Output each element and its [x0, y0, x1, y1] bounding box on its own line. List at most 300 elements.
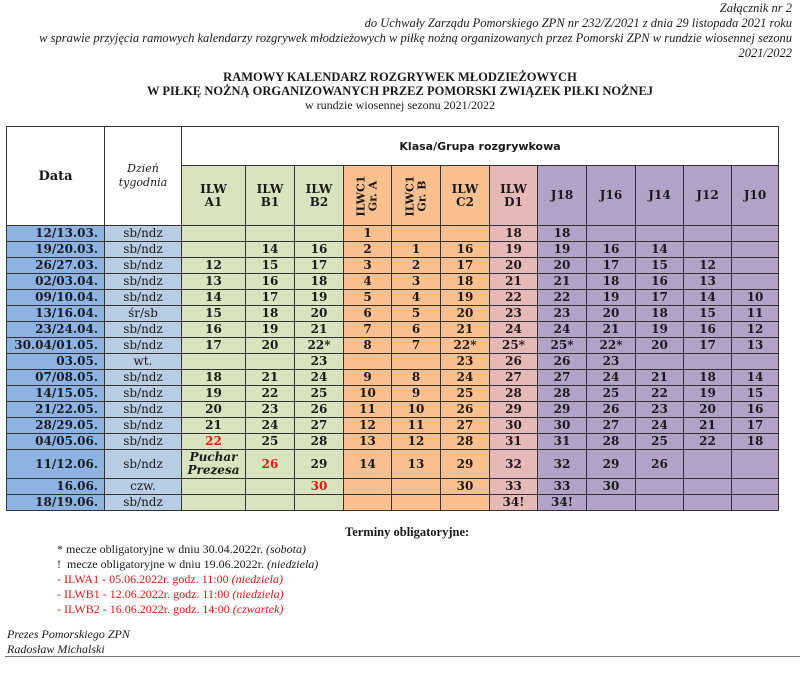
note-day: (niedziela) [266, 557, 319, 571]
weekday-cell: śr/sb [105, 306, 182, 322]
round-cell: 12 [684, 258, 732, 274]
round-cell: 21 [295, 322, 344, 338]
round-cell [732, 354, 779, 370]
column-header-weekday [105, 127, 182, 226]
round-cell: 2 [344, 242, 392, 258]
date-cell: 28/29.05. [7, 418, 105, 434]
table-row [7, 479, 779, 495]
round-cell: 19 [538, 242, 587, 258]
round-cell: 24 [246, 418, 295, 434]
column-sublabel: B1 [260, 194, 280, 209]
round-cell: 22* [441, 338, 490, 354]
date-cell: 03.05. [7, 354, 105, 370]
round-cell: 16 [587, 242, 636, 258]
round-cell: 8 [344, 338, 392, 354]
round-cell [344, 495, 392, 511]
column-header-ilwd1 [490, 166, 538, 226]
round-cell: 23 [538, 306, 587, 322]
round-cell: 13 [344, 434, 392, 450]
calendar-body [7, 226, 779, 511]
round-cell: 19 [636, 322, 684, 338]
date-cell: 07/08.05. [7, 370, 105, 386]
round-cell: 22 [490, 290, 538, 306]
round-cell: 18 [636, 306, 684, 322]
round-cell: 17 [732, 418, 779, 434]
mandatory-date-item [57, 557, 318, 572]
round-cell: 21 [684, 418, 732, 434]
column-header-ilwc2 [441, 166, 490, 226]
mandatory-dates-title: Terminy obligatoryjne: [345, 525, 470, 539]
round-cell: 16 [246, 274, 295, 290]
round-cell: 22 [684, 434, 732, 450]
round-cell: 28 [490, 386, 538, 402]
round-cell: 5 [344, 290, 392, 306]
round-cell [684, 242, 732, 258]
round-cell: 25 [295, 386, 344, 402]
round-cell: 19 [246, 322, 295, 338]
signature [7, 627, 130, 657]
table-row [7, 338, 779, 354]
weekday-header-line-2: tygodnia [118, 176, 168, 189]
round-cell: 20 [538, 258, 587, 274]
table-row [7, 450, 779, 479]
round-cell: 24 [538, 322, 587, 338]
table-row [7, 495, 779, 511]
round-cell: 27 [490, 370, 538, 386]
round-cell: 10 [392, 402, 441, 418]
round-cell: 8 [392, 370, 441, 386]
round-cell: 18 [684, 370, 732, 386]
column-label: ILW [256, 181, 284, 196]
weekday-cell: sb/ndz [105, 434, 182, 450]
round-cell: 18 [182, 370, 246, 386]
round-cell: 20 [441, 306, 490, 322]
round-cell: 18 [587, 274, 636, 290]
round-cell: 5 [392, 306, 441, 322]
round-cell: 21 [182, 418, 246, 434]
column-header-ilwb2 [295, 166, 344, 226]
column-label: ILW [305, 181, 333, 196]
date-cell: 26/27.03. [7, 258, 105, 274]
round-cell: 20 [636, 338, 684, 354]
note-text: - ILWB1 - 12.06.2022r. godz. 11:00 [57, 587, 233, 601]
round-cell: 22* [295, 338, 344, 354]
round-cell: 19 [684, 386, 732, 402]
resolution-subject: w sprawie przyjęcia ramowych kalendarzy rozgrywek młodzieżowych w piłkę nożną organizowanych przez Pomorski ZPN w rundzie wiosennej sezonu [39, 31, 792, 45]
round-cell: 26 [636, 450, 684, 479]
round-cell [636, 479, 684, 495]
round-cell: 16 [441, 242, 490, 258]
round-cell: 20 [587, 306, 636, 322]
round-cell: 3 [344, 258, 392, 274]
round-cell: 22 [636, 386, 684, 402]
table-row [7, 386, 779, 402]
weekday-cell: sb/ndz [105, 338, 182, 354]
resolution-reference: do Uchwały Zarządu Pomorskiego ZPN nr 232/Z/2021 z dnia 29 listopada 2021 roku [364, 16, 792, 30]
column-label: J18 [550, 188, 574, 202]
round-cell [636, 354, 684, 370]
column-header-ilwb1 [246, 166, 295, 226]
weekday-cell: sb/ndz [105, 386, 182, 402]
column-label: ILW [451, 181, 479, 196]
round-cell: 32 [490, 450, 538, 479]
round-cell: 17 [182, 338, 246, 354]
calendar-table [6, 126, 779, 511]
mandatory-dates-list [57, 542, 318, 617]
round-cell: 31 [490, 434, 538, 450]
round-cell: Puchar Prezesa [182, 450, 246, 479]
round-cell: 25 [587, 386, 636, 402]
note-day: (sobota) [265, 542, 306, 556]
round-cell: 12 [732, 322, 779, 338]
column-label: J16 [599, 188, 623, 202]
round-cell: 11 [344, 402, 392, 418]
round-cell [392, 354, 441, 370]
weekday-cell: sb/ndz [105, 258, 182, 274]
round-cell: 30 [295, 479, 344, 495]
round-cell [182, 479, 246, 495]
round-cell: 16 [295, 242, 344, 258]
round-cell: 28 [538, 386, 587, 402]
round-cell: 27 [295, 418, 344, 434]
round-cell: 11 [732, 306, 779, 322]
round-cell: 12 [392, 434, 441, 450]
round-cell [182, 495, 246, 511]
round-cell: 22* [587, 338, 636, 354]
round-cell: 17 [636, 290, 684, 306]
mandatory-date-item [57, 572, 318, 587]
signature-name: Radosław Michalski [7, 642, 105, 656]
round-cell [732, 242, 779, 258]
round-cell [636, 226, 684, 242]
round-cell: 23 [246, 402, 295, 418]
round-cell: 21 [587, 322, 636, 338]
weekday-cell: sb/ndz [105, 274, 182, 290]
round-cell [732, 450, 779, 479]
round-cell: 23 [441, 354, 490, 370]
round-cell: 17 [441, 258, 490, 274]
round-cell: 28 [587, 434, 636, 450]
round-cell: 7 [392, 338, 441, 354]
bottom-divider [5, 656, 800, 657]
round-cell: 24 [636, 418, 684, 434]
round-cell: 14 [684, 290, 732, 306]
round-cell [392, 226, 441, 242]
title-line-2: W PIŁKĘ NOŻNĄ ORGANIZOWANYCH PRZEZ POMORSKI ZWIĄZEK PIŁKI NOŻNEJ [146, 84, 654, 98]
table-row [7, 402, 779, 418]
weekday-cell: sb/ndz [105, 370, 182, 386]
round-cell: 16 [636, 274, 684, 290]
attachment-number: Załącznik nr 2 [719, 1, 792, 15]
round-cell: 27 [538, 370, 587, 386]
round-cell [246, 495, 295, 511]
round-cell [636, 495, 684, 511]
round-cell: 15 [732, 386, 779, 402]
round-cell: 15 [636, 258, 684, 274]
round-cell: 24 [441, 370, 490, 386]
weekday-cell: sb/ndz [105, 402, 182, 418]
round-cell: 23 [295, 354, 344, 370]
round-cell [684, 354, 732, 370]
round-cell: 23 [490, 306, 538, 322]
table-row [7, 290, 779, 306]
column-label: ILW [500, 181, 527, 196]
note-text: ! mecze obligatoryjne w dniu 19.06.2022r. [57, 557, 267, 571]
round-cell: 25* [490, 338, 538, 354]
date-cell: 30.04/01.05. [7, 338, 105, 354]
round-cell [732, 479, 779, 495]
round-cell: 6 [344, 306, 392, 322]
round-cell: 13 [732, 338, 779, 354]
round-cell: 29 [538, 402, 587, 418]
table-row [7, 258, 779, 274]
round-cell: 17 [587, 258, 636, 274]
signature-title: Prezes Pomorskiego ZPN [7, 627, 130, 641]
round-cell [732, 495, 779, 511]
round-cell: 17 [246, 290, 295, 306]
weekday-cell: czw. [105, 479, 182, 495]
round-cell: 1 [344, 226, 392, 242]
round-cell: 7 [344, 322, 392, 338]
note-text: - ILWB2 - 16.06.2022r. godz. 14:00 [57, 602, 233, 616]
round-cell [587, 226, 636, 242]
round-cell [732, 226, 779, 242]
date-cell: 19/20.03. [7, 242, 105, 258]
round-cell: 18 [246, 306, 295, 322]
table-row [7, 306, 779, 322]
table-row [7, 418, 779, 434]
round-cell: 14 [182, 290, 246, 306]
round-cell [732, 274, 779, 290]
round-cell: 31 [538, 434, 587, 450]
title-line-1: RAMOWY KALENDARZ ROZGRYWEK MŁODZIEŻOWYCH [223, 70, 577, 84]
round-cell: 21 [441, 322, 490, 338]
round-cell: 25* [538, 338, 587, 354]
table-row [7, 242, 779, 258]
weekday-cell: sb/ndz [105, 418, 182, 434]
round-cell: 18 [441, 274, 490, 290]
column-sublabel: B2 [309, 194, 329, 209]
round-cell: 10 [732, 290, 779, 306]
round-cell: 22 [538, 290, 587, 306]
round-cell [441, 226, 490, 242]
date-cell: 14/15.05. [7, 386, 105, 402]
round-cell [182, 226, 246, 242]
weekday-cell: sb/ndz [105, 226, 182, 242]
round-cell: 16 [684, 322, 732, 338]
round-cell [246, 354, 295, 370]
mandatory-date-item [57, 602, 318, 617]
round-cell: 4 [392, 290, 441, 306]
round-cell [182, 242, 246, 258]
table-row [7, 226, 779, 242]
round-cell: 14 [636, 242, 684, 258]
round-cell: 30 [490, 418, 538, 434]
round-cell: 21 [490, 274, 538, 290]
weekday-cell: sb/ndz [105, 450, 182, 479]
round-cell [182, 354, 246, 370]
round-cell: 27 [441, 418, 490, 434]
round-cell: 14 [344, 450, 392, 479]
round-cell: 33 [490, 479, 538, 495]
round-cell: 3 [392, 274, 441, 290]
date-cell: 02/03.04. [7, 274, 105, 290]
weekday-cell: sb/ndz [105, 322, 182, 338]
column-header-j16 [587, 166, 636, 226]
date-cell: 18/19.06. [7, 495, 105, 511]
column-label: ILWC1 [403, 175, 416, 216]
mandatory-date-item [57, 542, 318, 557]
round-cell: 21 [636, 370, 684, 386]
weekday-cell: sb/ndz [105, 495, 182, 511]
round-cell: 29 [587, 450, 636, 479]
round-cell: 29 [441, 450, 490, 479]
round-cell: 14 [246, 242, 295, 258]
column-sublabel: Gr. A [366, 180, 380, 211]
round-cell: 23 [636, 402, 684, 418]
round-cell: 14 [732, 370, 779, 386]
column-header-j14 [636, 166, 684, 226]
round-cell [295, 226, 344, 242]
round-cell: 30 [587, 479, 636, 495]
round-cell: 19 [182, 386, 246, 402]
round-cell: 19 [441, 290, 490, 306]
note-text: - ILWA1 - 05.06.2022r. godz. 11:00 [57, 572, 232, 586]
date-cell: 23/24.04. [7, 322, 105, 338]
round-cell: 28 [295, 434, 344, 450]
column-sublabel: Gr. B [415, 179, 428, 212]
round-cell: 15 [246, 258, 295, 274]
round-cell: 26 [246, 450, 295, 479]
round-cell [441, 495, 490, 511]
round-cell: 20 [182, 402, 246, 418]
note-text: * mecze obligatoryjne w dniu 30.04.2022r. [57, 542, 266, 556]
round-cell [295, 495, 344, 511]
column-header-ilwa1 [182, 166, 246, 226]
round-cell: 2 [392, 258, 441, 274]
document-title [0, 70, 800, 112]
round-cell: 18 [538, 226, 587, 242]
date-cell: 11/12.06. [7, 450, 105, 479]
date-cell: 13/16.04. [7, 306, 105, 322]
round-cell: 24 [295, 370, 344, 386]
round-cell: 20 [490, 258, 538, 274]
date-cell: 12/13.03. [7, 226, 105, 242]
round-cell: 26 [295, 402, 344, 418]
round-cell: 24 [490, 322, 538, 338]
round-cell: 18 [295, 274, 344, 290]
date-cell: 09/10.04. [7, 290, 105, 306]
table-row [7, 434, 779, 450]
column-header-ilwc1gra [344, 166, 392, 226]
column-label: J14 [648, 188, 671, 202]
round-cell: 29 [295, 450, 344, 479]
round-cell: 4 [344, 274, 392, 290]
round-cell [246, 479, 295, 495]
column-label: J10 [743, 188, 767, 202]
round-cell: 27 [587, 418, 636, 434]
round-cell: 9 [392, 386, 441, 402]
round-cell: 18 [732, 434, 779, 450]
weekday-cell: wt. [105, 354, 182, 370]
column-header-j10 [732, 166, 779, 226]
round-cell: 19 [295, 290, 344, 306]
round-cell [344, 479, 392, 495]
round-cell: 12 [344, 418, 392, 434]
round-cell: 25 [636, 434, 684, 450]
column-header-j18 [538, 166, 587, 226]
round-cell: 13 [182, 274, 246, 290]
resolution-season: 2021/2022 [738, 46, 792, 60]
column-sublabel: A1 [204, 194, 223, 209]
weekday-cell: sb/ndz [105, 242, 182, 258]
round-cell: 1 [392, 242, 441, 258]
column-sublabel: D1 [504, 194, 523, 209]
round-cell [392, 495, 441, 511]
round-cell: 17 [295, 258, 344, 274]
round-cell [246, 226, 295, 242]
round-cell: 20 [684, 402, 732, 418]
note-day: (czwartek) [232, 602, 284, 616]
round-cell: 9 [344, 370, 392, 386]
round-cell: 20 [246, 338, 295, 354]
column-label: J12 [696, 188, 719, 202]
note-day: (niedziela) [231, 572, 283, 586]
round-cell: 18 [490, 226, 538, 242]
round-cell: 16 [182, 322, 246, 338]
round-cell: 19 [587, 290, 636, 306]
attachment-header [39, 1, 792, 61]
column-label: ILW [200, 181, 227, 196]
round-cell: 10 [344, 386, 392, 402]
column-header-date: Data [7, 127, 105, 226]
round-cell: 25 [246, 434, 295, 450]
round-cell: 25 [441, 386, 490, 402]
round-cell: 32 [538, 450, 587, 479]
round-cell: 20 [295, 306, 344, 322]
round-cell [732, 258, 779, 274]
date-cell: 04/05.06. [7, 434, 105, 450]
column-sublabel: C2 [456, 194, 474, 209]
round-cell: 24 [587, 370, 636, 386]
round-cell: 16 [732, 402, 779, 418]
round-cell: 11 [392, 418, 441, 434]
round-cell: 21 [538, 274, 587, 290]
round-cell [684, 450, 732, 479]
round-cell: 21 [246, 370, 295, 386]
round-cell: 26 [490, 354, 538, 370]
date-cell: 16.06. [7, 479, 105, 495]
table-row [7, 370, 779, 386]
round-cell: 26 [587, 402, 636, 418]
round-cell [684, 226, 732, 242]
round-cell: 34! [538, 495, 587, 511]
round-cell [587, 495, 636, 511]
weekday-header-line-1: Dzień [127, 162, 159, 175]
round-cell [684, 479, 732, 495]
round-cell: 23 [587, 354, 636, 370]
round-cell: 15 [684, 306, 732, 322]
date-cell: 21/22.05. [7, 402, 105, 418]
round-cell: 30 [538, 418, 587, 434]
round-cell: 13 [684, 274, 732, 290]
round-cell: 33 [538, 479, 587, 495]
round-cell: 17 [684, 338, 732, 354]
round-cell [392, 479, 441, 495]
title-subtitle: w rundzie wiosennej sezonu 2021/2022 [305, 98, 495, 112]
column-label: ILWC1 [354, 175, 368, 216]
round-cell: 19 [490, 242, 538, 258]
